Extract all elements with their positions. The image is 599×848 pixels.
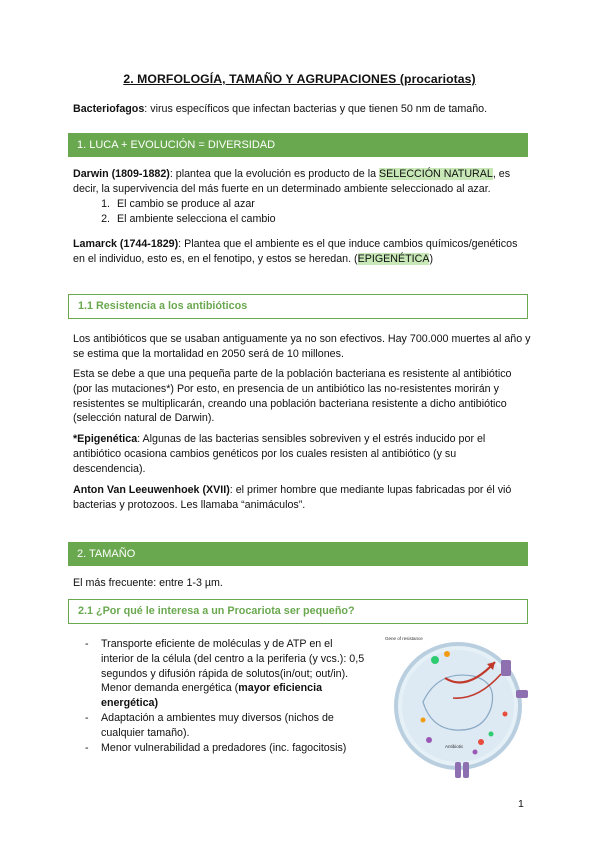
bullet-bold-1: mayor eficiencia energética) xyxy=(101,682,323,710)
leeuwenhoek-text: : el primer hombre que mediante lupas fabricadas por él vió bacterias y protozoos. Les llamaba “animáculos”. xyxy=(73,484,512,511)
tamano-text: El más frecuente: entre 1-3 µm. xyxy=(73,577,223,589)
bullet-text-3: Menor vulnerabilidad a predadores (inc. fagocitosis) xyxy=(101,741,347,754)
advantages-list xyxy=(73,637,368,755)
lamarck-name: Lamarck (1744-1829) xyxy=(73,238,179,250)
molecule xyxy=(473,750,478,755)
darwin-name: Darwin (1809-1882) xyxy=(73,168,170,180)
dash-bullet: - xyxy=(85,638,89,650)
bullet-text-2: Adaptación a ambientes muy diversos (nichos de cualquier tamaño). xyxy=(101,711,334,739)
leeuwenhoek-paragraph xyxy=(73,483,531,513)
list-item: 1. El cambio se produce al azar xyxy=(113,197,533,212)
darwin-paragraph xyxy=(73,167,531,197)
lamarck-text: : Plantea que el ambiente es el que induce cambios químicos/genéticos en el individuo, esto es, en el fenotipo, y estos se heredan. ( xyxy=(73,238,518,265)
epigenetica-term: *Epigenética xyxy=(73,433,138,445)
resistencia-paragraph-2: Esta se debe a que una pequeña parte de la población bacteriana es resistente al antibiótico (por las mutaciones*) Por esto, en presencia de un antibiótico las no-resistentes morirán y resistentes se multiplicarán, creando una población bacteriana resistente a dicho antibiótico (selección natural de Darwin). xyxy=(73,368,512,425)
lamarck-close: ) xyxy=(429,252,434,265)
epigenetica-paragraph xyxy=(73,432,531,476)
dash-bullet: - xyxy=(85,711,89,724)
list-item xyxy=(73,637,368,711)
epigenetica-text: : Algunas de las bacterias sensibles sobreviven y el estrés inducido por el antibiótico ocasiona cambios genéticos por los cuales resisten al antibiótico (y su descendencia). xyxy=(73,433,486,475)
porin-bottom xyxy=(455,762,461,778)
section-header-luca: 1. LUCA + EVOLUCIÓN = DIVERSIDAD xyxy=(68,133,528,157)
bacteriofagos-term: Bacteriofagos xyxy=(73,103,145,115)
epigenetica-highlight: EPIGENÉTICA xyxy=(357,252,430,265)
page-title: 2. MORFOLOGÍA, TAMAÑO Y AGRUPACIONES (procariotas) xyxy=(123,72,476,86)
figure-label-top: Gene of resistance xyxy=(385,636,423,641)
molecule xyxy=(444,651,450,657)
list-item: 2. El ambiente selecciona el cambio xyxy=(113,212,533,227)
darwin-text-a: : plantea que la evolución es producto de la xyxy=(169,168,379,180)
section-header-tamano: 2. TAMAÑO xyxy=(68,542,528,566)
porin-bottom-2 xyxy=(463,762,469,778)
section-header-pequeno: 2.1 ¿Por qué le interesa a un Procariota ser pequeño? xyxy=(68,599,528,624)
bullet-text-1: Transporte eficiente de moléculas y de ATP en el interior de la célula (del centro a la periferia (y vcs.): 0,5 segundos y difusión rápida de solutos(in/out; out/in). Menor demanda energética ( xyxy=(101,638,365,695)
list-item xyxy=(73,741,368,756)
list-item xyxy=(73,711,368,741)
porin-right xyxy=(516,690,528,698)
molecule xyxy=(421,718,426,723)
dash-bullet: - xyxy=(85,741,89,754)
bacteriofagos-paragraph xyxy=(73,102,531,117)
darwin-text-b: , es decir, la supervivencia del más fuerte en un determinado ambiente seleccionado al azar. xyxy=(73,168,511,195)
molecule xyxy=(503,712,508,717)
section-header-resistencia: 1.1 Resistencia a los antibióticos xyxy=(68,294,528,319)
lamarck-paragraph xyxy=(73,237,531,267)
seleccion-natural-highlight: SELECCIÓN NATURAL xyxy=(379,168,493,180)
molecule xyxy=(426,737,432,743)
efflux-pump xyxy=(501,660,511,676)
molecule xyxy=(431,656,439,664)
page-number: 1 xyxy=(518,798,524,810)
leeuwenhoek-name: Anton Van Leeuwenhoek (XVII) xyxy=(73,484,230,496)
figure-label-bottom: Antibiotic xyxy=(445,744,464,749)
molecule xyxy=(489,732,494,737)
bacteriofagos-text: : virus específicos que infectan bacterias y que tienen 50 nm de tamaño. xyxy=(144,103,488,115)
resistencia-paragraph-1: Los antibióticos que se usaban antiguamente ya no son efectivos. Hay 700.000 muertes al año y se estima que la mortalidad en 2050 será de 10 millones. xyxy=(73,333,531,360)
darwin-list xyxy=(73,197,533,227)
molecule xyxy=(478,739,484,745)
bacterial-cell-figure xyxy=(383,630,533,780)
